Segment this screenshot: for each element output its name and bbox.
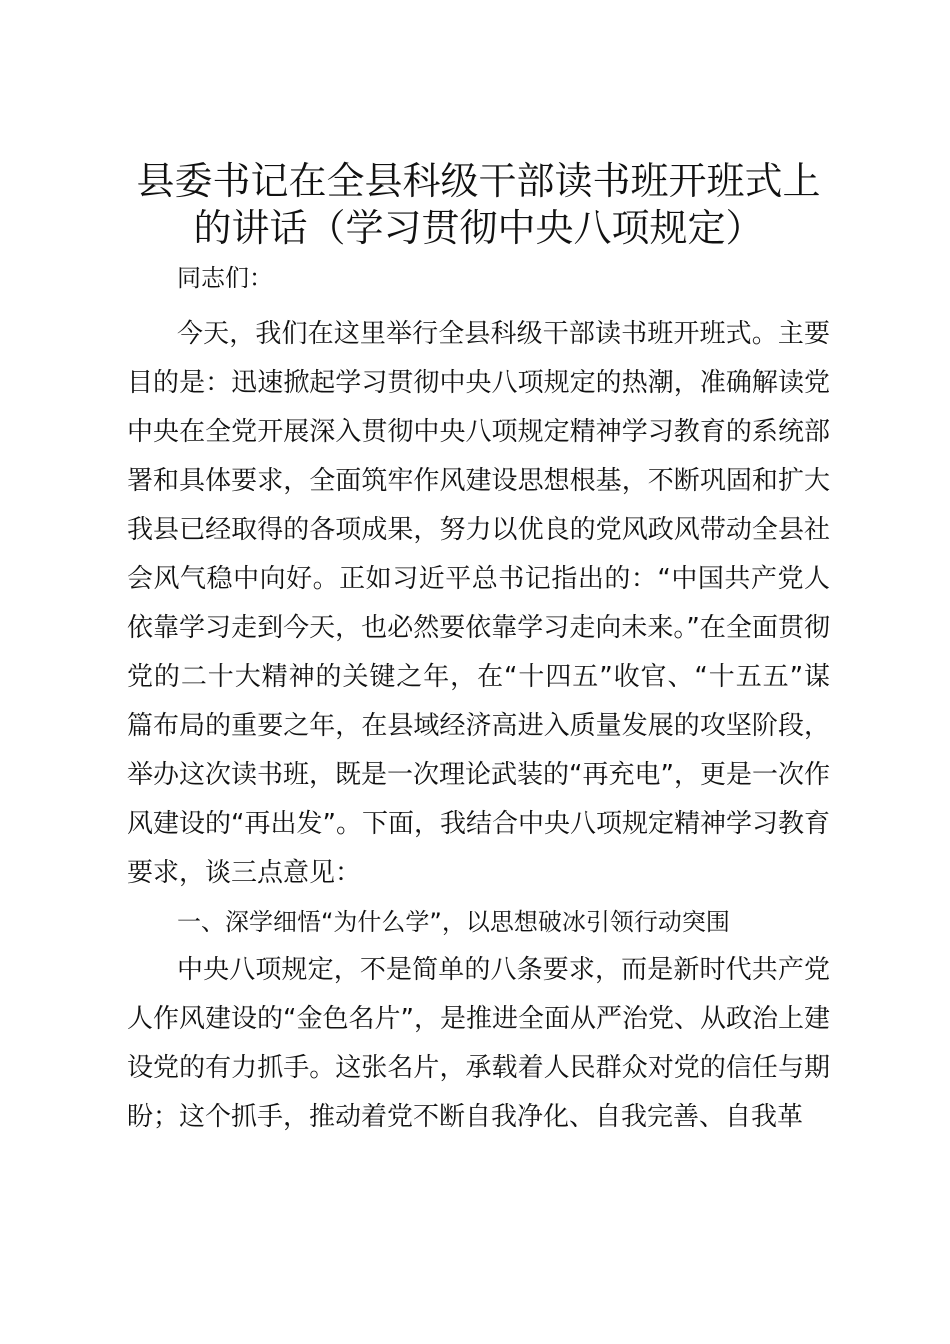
document-title: 县委书记在全县科级干部读书班开班式上的讲话（学习贯彻中央八项规定）: [136, 159, 821, 250]
body-paragraph-2: 中央八项规定，不是简单的八条要求，而是新时代共产党人作风建设的“金色名片”，是推进全面从严治党、从政治上建设党的有力抓手。这张名片，承载着人民群众对党的信任与期盼；这个抓手，推动着党不断自我净化、自我完善、自我革: [127, 955, 830, 1132]
body-paragraph-1: 今天，我们在这里举行全县科级干部读书班开班式。主要目的是：迅速掀起学习贯彻中央八项规定的热潮，准确解读党中央在全党开展深入贯彻中央八项规定精神学习教育的系统部署和具体要求，全面筑牢作风建设思想根基，不断巩固和扩大我县已经取得的各项成果，努力以优良的党风政风带动全县社会风气稳中向好。正如习近平总书记指出的：“中国共产党人依靠学习走到今天，也必然要依靠学习走向未来。”在全面贯彻党的二十大精神的关键之年，在“十四五”收官、“十五五”谋篇布局的重要之年，在县域经济高进入质量发展的攻坚阶段，举办这次读书班，既是一次理论武装的“再充电”，更是一次作风建设的“再出发”。下面，我结合中央八项规定精神学习教育要求，谈三点意见：: [127, 319, 830, 888]
section-heading-1: 一、深学细悟“为什么学”，以思想破冰引领行动突围: [177, 908, 730, 936]
salutation: 同志们：: [177, 264, 273, 292]
document-page: [127, 158, 830, 1142]
